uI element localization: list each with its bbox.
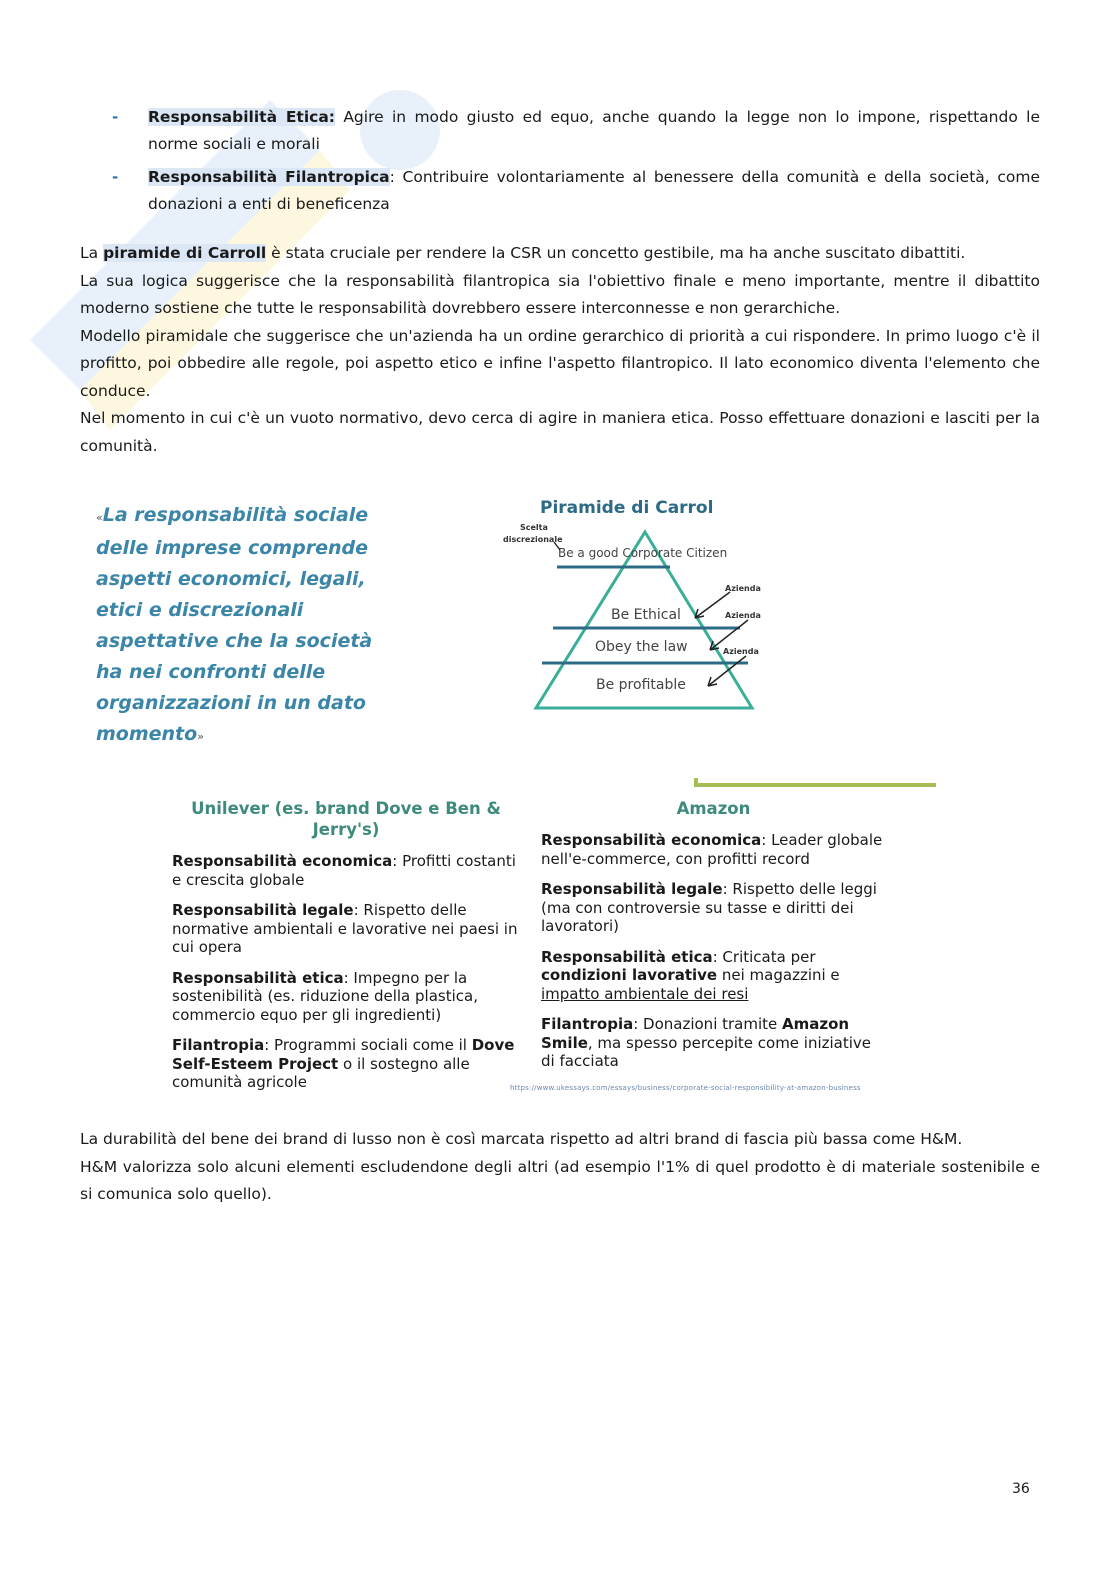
azienda-label-3: Azienda <box>723 647 759 656</box>
quote-text: La responsabilità sociale delle imprese comprende aspetti economici, legali, etici e discrezionali aspettative che la società ha nei confronti delle organizzazioni in un dato momento <box>96 504 373 745</box>
bullet-label: Responsabilità Filantropica <box>148 168 390 186</box>
carroll-term: piramide di Carroll <box>103 244 267 262</box>
scelta-label: Scelta <box>520 523 548 532</box>
bullet-dash: - <box>112 168 119 186</box>
amazon-ethical: Responsabilità etica: Criticata per condizioni lavorative nei magazzini e impatto ambientale dei resi <box>541 947 840 1003</box>
amazon-economic: Responsabilità economica: Leader globale nell'e-commerce, con profitti record <box>541 831 883 868</box>
unilever-title: Unilever (es. brand Dove e Ben & Jerry's) <box>191 799 501 839</box>
unilever-philanthropy: Filantropia: Programmi sociali come il Dove Self-Esteem Project o il sostegno alle comunità agricole <box>172 1036 515 1091</box>
azienda-label-2: Azienda <box>725 611 761 620</box>
paragraph: La durabilità del bene dei brand di lusso non è così marcata rispetto ad altri brand di fascia più bassa come H&M. <box>80 1130 963 1148</box>
amazon-legal: Responsabilità legale: Rispetto delle leggi (ma con controversie su tasse e diritti dei lavoratori) <box>541 880 877 935</box>
amazon-panel <box>541 798 886 1083</box>
paragraph: La sua logica suggerisce che la responsabilità filantropica sia l'obiettivo finale e meno importante, mentre il dibattito moderno sostiene che tutte le responsabilità dovrebbero essere interconnesse e non gerarchiche. <box>80 271 1040 317</box>
pyramid-level-ethical: Be Ethical <box>611 607 681 623</box>
carroll-pyramid <box>490 520 790 720</box>
unilever-ethical: Responsabilità etica: Impegno per la sostenibilità (es. riduzione della plastica, commercio equo per gli ingredienti) <box>172 968 478 1024</box>
arrow-profit <box>708 656 746 686</box>
azienda-label-1: Azienda <box>725 584 761 593</box>
csr-quote: «La responsabilità sociale delle imprese comprende aspetti economici, legali, etici e discrezionali aspettative che la società ha nei confronti delle organizzazioni in un dato momento» <box>96 504 373 745</box>
discrezionale-label: discrezionale <box>503 535 563 544</box>
pyramid-level-law: Obey the law <box>595 639 688 655</box>
decorative-bar <box>694 783 936 787</box>
bullet-dash: - <box>112 108 119 126</box>
pyramid-title: Piramide di Carrol <box>540 498 714 518</box>
list-item <box>112 164 1040 218</box>
list-item <box>112 104 1040 158</box>
responsibility-list <box>112 104 1040 224</box>
bullet-label: Responsabilità Etica: <box>148 108 335 126</box>
body-paragraphs <box>80 240 1040 460</box>
paragraph: H&M valorizza solo alcuni elementi escludendone degli altri (ad esempio l'1% di quel prodotto è di materiale sostenibile e si comunica solo quello). <box>80 1157 1040 1203</box>
pyramid-level-citizen: Be a good Corporate Citizen <box>558 546 728 560</box>
page-number: 36 <box>1012 1481 1030 1497</box>
paragraph: Modello piramidale che suggerisce che un'azienda ha un ordine gerarchico di priorità a cui rispondere. In primo luogo c'è il profitto, poi obbedire alle regole, poi aspetto etico e infine l'aspetto filantropico. Il lato economico diventa l'elemento che conduce. <box>80 326 1040 400</box>
paragraph: Nel momento in cui c'è un vuoto normativo, devo cerca di agire in maniera etica. Posso effettuare donazioni e lasciti per la comunità. <box>80 409 1040 455</box>
pyramid-level-profit: Be profitable <box>596 677 686 693</box>
paragraph: La piramide di Carroll è stata cruciale per rendere la CSR un concetto gestibile, ma ha anche suscitato dibattiti. <box>80 244 966 262</box>
source-link[interactable]: https://www.ukessays.com/essays/business/corporate-social-responsibility-at-amazon-business <box>510 1084 861 1092</box>
unilever-economic: Responsabilità economica: Profitti costanti e crescita globale <box>172 852 516 889</box>
arrow-law <box>710 620 748 650</box>
amazon-title: Amazon <box>676 799 751 818</box>
unilever-legal: Responsabilità legale: Rispetto delle normative ambientali e lavorative nei paesi in cui opera <box>172 901 518 956</box>
closing-paragraphs <box>80 1126 1040 1209</box>
unilever-panel <box>172 798 520 1104</box>
amazon-philanthropy: Filantropia: Donazioni tramite Amazon Smile, ma spesso percepite come iniziative di facciata <box>541 1015 872 1070</box>
bullet-text: Agire in modo giusto ed equo, anche quando la legge non lo impone, rispettando le norme sociali e morali <box>148 108 1041 153</box>
bullet-text: : Contribuire volontariamente al benessere della comunità e della società, come donazioni a enti di beneficenza <box>148 168 1040 213</box>
